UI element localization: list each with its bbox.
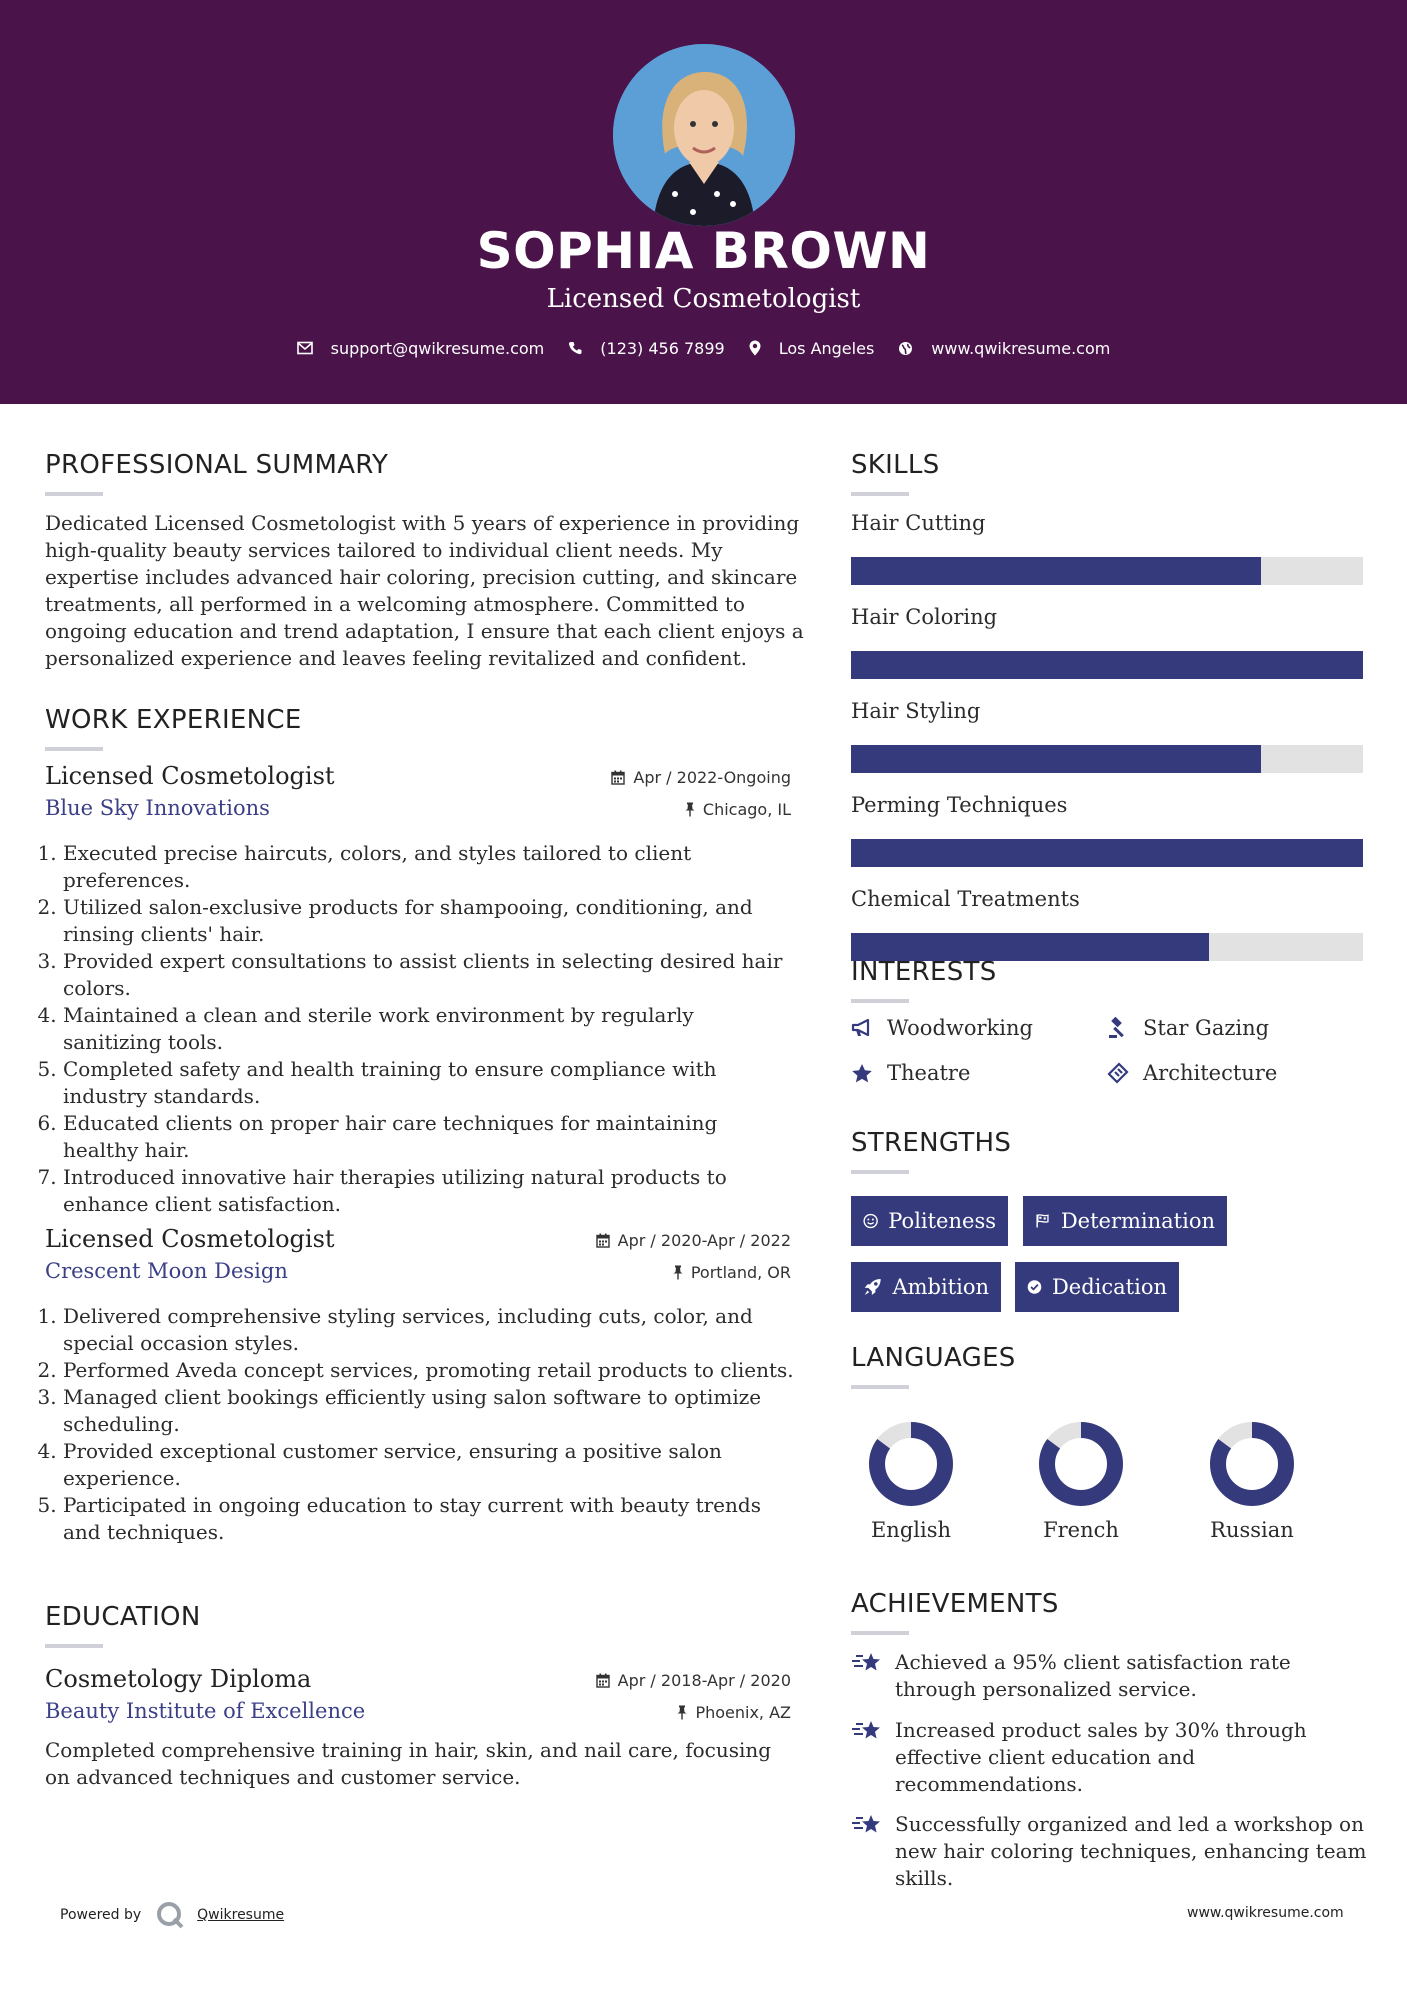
check-circle-icon xyxy=(1027,1276,1042,1298)
strength-label: Dedication xyxy=(1051,1275,1167,1299)
summary-text: Dedicated Licensed Cosmetologist with 5 years of experience in providing high-quality beauty services tailored to individual client needs. My expertise includes advanced hair coloring, precision cutting, and skincare treatments, all performed in a welcoming atmosphere. Committed to ongoing education and trend adaptation, I ensure that each client enjoys a personalized experience and leaves feeling revitalized and confident. xyxy=(45,511,804,670)
job-bullet: 4. Maintained a clean and sterile work environment by regularly sanitizing tools. xyxy=(63,1002,795,1056)
contact-location-text: Los Angeles xyxy=(778,338,875,358)
calendar-icon xyxy=(596,1673,610,1688)
powered-by xyxy=(60,1900,284,1930)
achievement-item xyxy=(851,1649,1371,1703)
section-title: EDUCATION xyxy=(45,1602,201,1632)
job-entry xyxy=(45,762,795,1218)
contact-website-text: www.qwikresume.com xyxy=(931,338,1111,358)
ticket-icon xyxy=(1107,1062,1129,1084)
language-donut xyxy=(1208,1420,1296,1508)
contact-email[interactable] xyxy=(297,339,545,358)
gavel-icon xyxy=(1107,1017,1129,1039)
education-location xyxy=(677,1703,791,1722)
section-divider xyxy=(851,1385,909,1389)
job-bullet: 1. Delivered comprehensive styling services, including cuts, color, and special occasion styles. xyxy=(63,1303,795,1357)
job-bullet: 3. Managed client bookings efficiently using salon software to optimize scheduling. xyxy=(63,1384,795,1438)
school-name: Beauty Institute of Excellence xyxy=(45,1699,366,1723)
job-date xyxy=(611,768,791,787)
job-date xyxy=(596,1231,791,1250)
skill-bar-track xyxy=(851,557,1363,585)
section-title: SKILLS xyxy=(851,450,940,480)
section-divider xyxy=(45,492,103,496)
skill-bar-fill xyxy=(851,745,1261,773)
job-location-text: Portland, OR xyxy=(690,1263,791,1282)
section-title: ACHIEVEMENTS xyxy=(851,1589,1059,1619)
shooting-star-icon xyxy=(851,1813,883,1837)
achievement-item xyxy=(851,1811,1371,1892)
skill-name: Hair Coloring xyxy=(851,605,998,629)
job-bullet: 7. Introduced innovative hair therapies utilizing natural products to enhance client satisfaction. xyxy=(63,1164,795,1218)
smile-icon xyxy=(863,1211,878,1231)
job-bullet: 6. Educated clients on proper hair care techniques for maintaining healthy hair. xyxy=(63,1110,795,1164)
achievement-text: Achieved a 95% client satisfaction rate through personalized service. xyxy=(895,1650,1291,1701)
contact-bar xyxy=(0,336,1407,360)
skill-item xyxy=(851,511,1363,585)
skill-item xyxy=(851,887,1363,961)
job-date-text: Apr / 2022-Ongoing xyxy=(633,768,791,787)
section-title: STRENGTHS xyxy=(851,1128,1012,1158)
candidate-title: Licensed Cosmetologist xyxy=(546,284,861,314)
language-name: Russian xyxy=(1210,1518,1294,1542)
calendar-icon xyxy=(596,1233,610,1248)
job-location-text: Chicago, IL xyxy=(702,800,791,819)
interest-item xyxy=(1107,1061,1277,1085)
pushpin-icon xyxy=(685,802,695,817)
education-section-heading xyxy=(45,1602,201,1648)
globe-icon xyxy=(898,341,913,356)
education-location-text: Phoenix, AZ xyxy=(695,1703,791,1722)
achievement-item xyxy=(851,1717,1371,1798)
skill-bar-fill xyxy=(851,651,1363,679)
shooting-star-icon xyxy=(851,1719,883,1743)
section-divider xyxy=(45,747,103,751)
language-item xyxy=(1192,1420,1312,1542)
skills-section-heading xyxy=(851,450,940,496)
skill-name: Hair Styling xyxy=(851,699,981,723)
map-pin-icon xyxy=(749,340,761,356)
job-bullet: 3. Provided expert consultations to assist clients in selecting desired hair colors. xyxy=(63,948,795,1002)
powered-by-label: Powered by xyxy=(60,1907,142,1923)
achievements-section-heading xyxy=(851,1589,1059,1635)
skill-name: Hair Cutting xyxy=(851,511,986,535)
interest-label: Theatre xyxy=(887,1061,971,1085)
candidate-name: SOPHIA BROWN xyxy=(476,222,931,280)
job-title: Licensed Cosmetologist xyxy=(45,1225,335,1253)
section-divider xyxy=(851,1170,909,1174)
language-donut xyxy=(867,1420,955,1508)
section-divider xyxy=(851,492,909,496)
resume-header xyxy=(0,0,1407,404)
qwikresume-logo-icon xyxy=(155,1900,185,1930)
language-item xyxy=(851,1420,971,1542)
job-date-text: Apr / 2020-Apr / 2022 xyxy=(617,1231,791,1250)
skill-bar-track xyxy=(851,839,1363,867)
skill-bar-fill xyxy=(851,557,1261,585)
skills-list xyxy=(851,511,1363,981)
section-divider xyxy=(851,999,909,1003)
phone-icon xyxy=(568,341,582,355)
job-bullet: 4. Provided exceptional customer service, ensuring a positive salon experience. xyxy=(63,1438,795,1492)
strength-chip xyxy=(851,1196,1008,1246)
summary-section-heading xyxy=(45,450,388,496)
skill-name: Chemical Treatments xyxy=(851,887,1080,911)
qwikresume-link[interactable]: Qwikresume xyxy=(197,1907,285,1923)
skill-item xyxy=(851,699,1363,773)
flag-icon xyxy=(1035,1211,1051,1231)
section-divider xyxy=(45,1644,103,1648)
section-title: WORK EXPERIENCE xyxy=(45,705,302,735)
job-bullets xyxy=(45,840,795,1218)
education-description: Completed comprehensive training in hair, skin, and nail care, focusing on advanced techniques and customer service. xyxy=(45,1738,772,1789)
experience-section-heading xyxy=(45,705,302,751)
education-date-text: Apr / 2018-Apr / 2020 xyxy=(617,1671,791,1690)
section-title: PROFESSIONAL SUMMARY xyxy=(45,450,389,480)
shooting-star-icon xyxy=(851,1651,883,1675)
job-bullet: 2. Utilized salon-exclusive products for shampooing, conditioning, and rinsing clients' hair. xyxy=(63,894,795,948)
language-name: English xyxy=(870,1518,952,1542)
job-bullets xyxy=(45,1303,795,1546)
interests-section-heading xyxy=(851,957,997,1003)
interest-item xyxy=(851,1061,970,1085)
languages-section-heading xyxy=(851,1343,1016,1389)
language-item xyxy=(1021,1420,1141,1542)
job-bullet: 1. Executed precise haircuts, colors, and styles tailored to client preferences. xyxy=(63,840,795,894)
job-location xyxy=(673,1263,791,1282)
skill-name: Perming Techniques xyxy=(851,793,1068,817)
section-divider xyxy=(851,1631,909,1635)
strength-chip xyxy=(851,1262,1001,1312)
star-icon xyxy=(851,1063,873,1084)
skill-item xyxy=(851,605,1363,679)
language-donut xyxy=(1037,1420,1125,1508)
contact-email-text: support@qwikresume.com xyxy=(330,338,545,358)
job-bullet: 5. Participated in ongoing education to stay current with beauty trends and techniques. xyxy=(63,1492,795,1546)
interest-item xyxy=(1107,1016,1269,1040)
envelope-icon xyxy=(297,341,313,355)
contact-location xyxy=(749,339,875,358)
interest-label: Woodworking xyxy=(887,1016,1033,1040)
achievement-text: Increased product sales by 30% through effective client education and recommendations. xyxy=(895,1718,1307,1796)
contact-phone[interactable] xyxy=(568,339,724,358)
interest-item xyxy=(851,1016,1033,1040)
section-title: LANGUAGES xyxy=(851,1343,1016,1373)
strength-label: Politeness xyxy=(888,1209,996,1233)
pushpin-icon xyxy=(673,1265,683,1280)
skill-bar-track xyxy=(851,651,1363,679)
job-bullet: 2. Performed Aveda concept services, promoting retail products to clients. xyxy=(63,1357,795,1384)
rocket-icon xyxy=(863,1276,882,1298)
degree-title: Cosmetology Diploma xyxy=(45,1665,312,1693)
education-date xyxy=(596,1671,791,1690)
job-entry xyxy=(45,1225,795,1546)
job-company: Crescent Moon Design xyxy=(45,1259,288,1283)
profile-photo xyxy=(613,44,795,226)
calendar-icon xyxy=(611,770,625,785)
job-location xyxy=(685,800,791,819)
strength-label: Determination xyxy=(1060,1209,1215,1233)
skill-bar-track xyxy=(851,745,1363,773)
job-bullet: 5. Completed safety and health training to ensure compliance with industry standards. xyxy=(63,1056,795,1110)
strength-label: Ambition xyxy=(892,1275,989,1299)
interest-label: Star Gazing xyxy=(1143,1016,1270,1040)
profile-photo-illustration xyxy=(613,44,795,226)
section-title: INTERESTS xyxy=(851,957,997,987)
megaphone-icon xyxy=(851,1018,873,1038)
contact-website[interactable] xyxy=(898,339,1110,358)
pushpin-icon xyxy=(677,1705,687,1720)
achievement-text: Successfully organized and led a workshop on new hair coloring techniques, enhancing team skills. xyxy=(895,1812,1367,1890)
strength-chip xyxy=(1023,1196,1227,1246)
skill-bar-fill xyxy=(851,839,1363,867)
strengths-section-heading xyxy=(851,1128,1011,1174)
job-title: Licensed Cosmetologist xyxy=(45,762,335,790)
education-entry xyxy=(45,1665,795,1791)
job-company: Blue Sky Innovations xyxy=(45,796,270,820)
strength-chip xyxy=(1015,1262,1179,1312)
interest-label: Architecture xyxy=(1143,1061,1278,1085)
language-name: French xyxy=(1043,1518,1119,1542)
footer-website-link[interactable]: www.qwikresume.com xyxy=(1187,1905,1344,1921)
skill-item xyxy=(851,793,1363,867)
contact-phone-text: (123) 456 7899 xyxy=(600,338,725,358)
